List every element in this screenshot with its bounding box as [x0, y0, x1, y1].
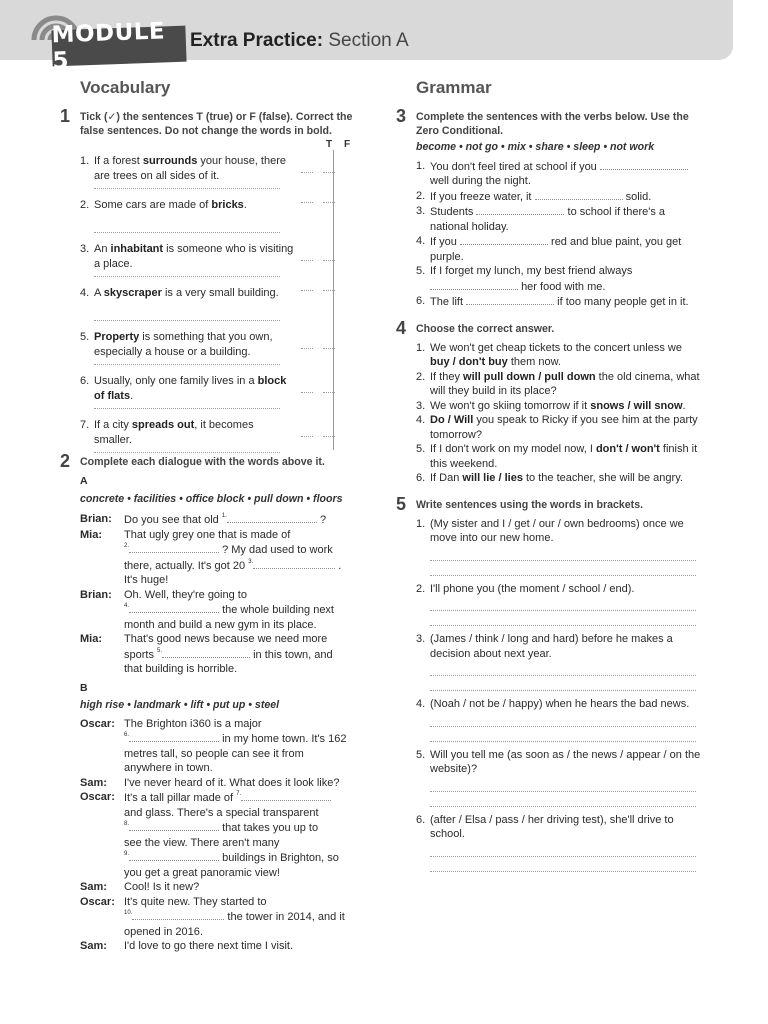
exercise-number: 5 — [396, 493, 407, 514]
speaker: Oscar: — [80, 717, 115, 730]
list-item: 3. We won't go skiing tomorrow if it snows / will snow. — [416, 399, 686, 412]
answer-blank[interactable] — [129, 542, 219, 553]
answer-blank[interactable] — [600, 159, 688, 170]
answer-blank[interactable] — [241, 790, 331, 801]
tf-item — [80, 198, 294, 242]
true-answer-box[interactable] — [301, 260, 313, 261]
speaker: Sam: — [80, 776, 107, 789]
tf-item — [80, 286, 294, 330]
answer-choice[interactable]: Do / Will — [430, 414, 474, 426]
exercise-1 — [60, 106, 370, 452]
speaker: Sam: — [80, 940, 107, 952]
item-number: 5. — [416, 748, 426, 761]
item-number: 3. — [80, 243, 90, 255]
instruction: Write sentences using the words in brackets. — [416, 498, 644, 511]
answer-blank[interactable] — [132, 909, 224, 920]
exercise-4-list — [416, 341, 702, 486]
page-title-section: Section A — [328, 30, 409, 51]
list-item: 5. If I don't work on my model now, I don't / won't finish it this weekend. — [416, 443, 698, 470]
true-answer-box[interactable] — [301, 290, 313, 291]
false-answer-box[interactable] — [323, 172, 335, 173]
exercise-number: 4 — [396, 317, 407, 338]
item-text: A skyscraper is a very small building. — [94, 287, 279, 299]
answer-choice[interactable]: snows / will snow — [590, 399, 683, 412]
speaker: Oscar: — [80, 791, 115, 803]
true-answer-box[interactable] — [301, 202, 313, 203]
false-answer-box[interactable] — [323, 290, 335, 291]
answer-line[interactable] — [430, 727, 696, 742]
exercise-5 — [396, 493, 702, 872]
dialogue-line: Mia: That's good news because we need more sports $^{5.}$ in this town, and that building is horrible. — [80, 633, 333, 675]
answer-blank[interactable] — [227, 512, 317, 523]
item-number: 5. — [416, 265, 426, 277]
vocabulary-column — [60, 78, 370, 954]
tf-item — [80, 242, 294, 286]
answer-choice[interactable]: will pull down / pull down — [463, 370, 596, 383]
instruction: Choose the correct answer. — [416, 322, 555, 335]
item-number: 4. — [416, 698, 426, 710]
list-item: 6. (after / Elsa / pass / her driving test), she'll drive to school. — [416, 813, 702, 872]
grammar-heading: Grammar — [416, 78, 492, 97]
page-title — [190, 30, 409, 52]
list-item: 5. Will you tell me (as soon as / the news / appear / on the website)? — [416, 748, 702, 807]
dialogue-line: Brian: Do you see that old $^{1.}$ ? — [80, 513, 327, 526]
answer-blank[interactable] — [476, 204, 564, 215]
exercise-number: 3 — [396, 106, 407, 126]
vocabulary-heading: Vocabulary — [80, 78, 171, 97]
false-answer-box[interactable] — [323, 202, 335, 203]
answer-choice[interactable]: will lie / lies — [462, 472, 523, 484]
list-item: 5. If I forget my lunch, my best friend always her food with me. — [416, 265, 633, 293]
item-text: An inhabitant is someone who is visiting a place. — [94, 243, 294, 270]
dialogue-label: A — [80, 475, 88, 487]
list-item: 4. If you red and blue paint, you get purple. — [416, 235, 682, 263]
exercise-5-list — [416, 517, 702, 872]
answer-line[interactable] — [430, 792, 696, 807]
exercise-3-list — [416, 159, 702, 310]
exercise-3 — [396, 106, 702, 310]
answer-line[interactable] — [430, 842, 696, 857]
exercise-number: 1 — [60, 106, 71, 126]
correction-line[interactable] — [94, 408, 280, 409]
item-number: 6. — [416, 295, 426, 307]
answer-blank[interactable] — [535, 189, 623, 200]
correction-line[interactable] — [94, 276, 280, 277]
tf-header — [320, 138, 360, 153]
dialogue-line: Oscar: It's a tall pillar made of $^{7.}$ and glass. There's a special transparent $^{8.}$ that takes you up to see the view. There aren't many $^{9.}$ buildings in Brighton, so you get a great panoramic view! — [80, 791, 339, 879]
answer-line[interactable] — [430, 596, 696, 611]
false-answer-box[interactable] — [323, 348, 335, 349]
item-text: If a city spreads out, it becomes smaller. — [94, 419, 254, 446]
exercise-4 — [396, 317, 702, 486]
instruction: Complete each dialogue with the words above it. — [80, 456, 325, 468]
speaker: Mia: — [80, 528, 102, 541]
instruction: Tick (✓) the sentences T (true) or F (false). Correct the — [80, 111, 353, 123]
list-item: 3. (James / think / long and hard) before he makes a decision about next year. — [416, 632, 702, 691]
answer-blank[interactable] — [430, 279, 518, 290]
item-number: 5. — [416, 443, 426, 455]
speaker: Brian: — [80, 513, 112, 525]
item-number: 2. — [80, 199, 90, 211]
word-box: become • not go • mix • share • sleep • not work — [416, 141, 655, 153]
speaker: Oscar: — [80, 895, 115, 908]
answer-line[interactable] — [430, 561, 696, 576]
dialogue-line: Sam: Cool! Is it new? — [80, 881, 200, 893]
tf-item — [80, 330, 294, 374]
answer-blank[interactable] — [162, 647, 250, 658]
item-number: 1. — [80, 155, 90, 167]
answer-blank[interactable] — [129, 820, 219, 831]
instruction: false sentences. Do not change the words in bold. — [80, 125, 332, 137]
true-label: T — [325, 139, 333, 150]
dialogue-line: Oscar: It's quite new. They started to $^{10.}$ the tower in 2014, and it opened in 2016. — [80, 895, 345, 938]
module-badge: MODULE 5 — [51, 26, 186, 67]
false-answer-box[interactable] — [323, 260, 335, 261]
list-item: 6. The lift if too many people get in it. — [416, 295, 689, 308]
item-number: 7. — [80, 419, 90, 431]
correction-line[interactable] — [94, 188, 280, 189]
correction-line[interactable] — [94, 320, 280, 321]
list-item: 6. If Dan will lie / lies to the teacher, she will be angry. — [416, 472, 683, 484]
item-number: 1. — [416, 159, 426, 172]
item-text: If a forest surrounds your house, there are trees on all sides of it. — [94, 155, 286, 182]
dialogue-label: B — [80, 681, 88, 694]
item-number: 2. — [416, 370, 426, 383]
dialogue-line: Brian: Oh. Well, they're going to $^{4.}$ the whole building next month and build a new gym in its place. — [80, 588, 334, 631]
list-item: 2. If they will pull down / pull down the old cinema, what will they build in its place? — [416, 370, 700, 397]
item-number: 3. — [416, 633, 426, 645]
item-text: Usually, only one family lives in a block of flats. — [94, 375, 287, 402]
answer-line[interactable] — [430, 676, 696, 691]
answer-blank[interactable] — [466, 294, 554, 305]
item-number: 4. — [416, 235, 426, 247]
word-box: concrete • facilities • office block • pull down • floors — [80, 492, 343, 505]
answer-blank[interactable] — [253, 558, 335, 569]
instruction: Zero Conditional. — [416, 125, 504, 137]
item-number: 1. — [416, 517, 426, 530]
speaker: Sam: — [80, 881, 107, 893]
dialogue-line: Mia: That ugly grey one that is made of $^{2.}$ ? My dad used to work there, actually. It's got 20 $^{3.}$ . It's huge! — [80, 528, 342, 586]
item-number: 3. — [416, 399, 426, 412]
true-answer-box[interactable] — [301, 392, 313, 393]
answer-blank[interactable] — [129, 731, 219, 742]
item-number: 5. — [80, 331, 90, 343]
answer-line[interactable] — [430, 611, 696, 626]
answer-line[interactable] — [430, 777, 696, 792]
item-number: 4. — [80, 287, 90, 299]
answer-line[interactable] — [430, 546, 696, 561]
exercise-2 — [60, 451, 370, 954]
true-answer-box[interactable] — [301, 172, 313, 173]
answer-line[interactable] — [430, 857, 696, 872]
answer-blank[interactable] — [129, 602, 219, 613]
list-item: 3. Students to school if there's a national holiday. — [416, 205, 666, 233]
item-number: 2. — [416, 189, 426, 202]
correction-line[interactable] — [94, 232, 280, 233]
tf-list — [80, 154, 370, 462]
item-text: Property is something that you own, especially a house or a building. — [94, 331, 273, 358]
list-item: 2. I'll phone you (the moment / school / end). — [416, 582, 702, 627]
false-label: F — [343, 139, 351, 150]
tf-divider — [333, 150, 334, 450]
exercise-number: 2 — [60, 451, 71, 471]
dialogue-line: Sam: I'd love to go there next time I visit. — [80, 940, 294, 952]
grammar-column — [396, 78, 702, 878]
item-number: 6. — [416, 813, 426, 826]
list-item: 4. (Noah / not be / happy) when he hears the bad news. — [416, 697, 702, 742]
answer-choice[interactable]: don't / won't — [595, 443, 660, 455]
item-text: Some cars are made of bricks. — [94, 199, 247, 211]
list-item: 2. If you freeze water, it solid. — [416, 189, 652, 203]
false-answer-box[interactable] — [323, 436, 335, 437]
answer-line[interactable] — [430, 661, 696, 676]
answer-line[interactable] — [430, 712, 696, 727]
true-answer-box[interactable] — [301, 348, 313, 349]
answer-choice[interactable]: buy / don't buy — [430, 356, 508, 368]
list-item: 1. You don't feel tired at school if you well during the night. — [416, 159, 702, 189]
answer-blank[interactable] — [129, 850, 219, 861]
instruction: Complete the sentences with the verbs below. Use the — [416, 111, 689, 123]
speaker: Brian: — [80, 588, 112, 601]
speaker: Mia: — [80, 633, 102, 645]
word-box: high rise • landmark • lift • put up • steel — [80, 699, 280, 711]
answer-blank[interactable] — [460, 234, 548, 245]
item-number: 2. — [416, 582, 426, 595]
item-number: 6. — [416, 472, 426, 484]
false-answer-box[interactable] — [323, 392, 335, 393]
true-answer-box[interactable] — [301, 436, 313, 437]
item-number: 1. — [416, 341, 426, 354]
item-number: 3. — [416, 205, 426, 217]
list-item: 1. (My sister and I / get / our / own bedrooms) once we move into our new home. — [416, 517, 702, 576]
item-number: 4. — [416, 414, 426, 426]
correction-line[interactable] — [94, 364, 280, 365]
tf-item — [80, 374, 294, 418]
correction-line[interactable] — [94, 452, 280, 453]
item-number: 6. — [80, 375, 90, 387]
dialogue-line: Oscar: The Brighton i360 is a major $^{6.}$ in my home town. It's 162 metres tall, so people can see it from anywhere in town. — [80, 717, 347, 774]
list-item: 4. Do / Will you speak to Ricky if you see him at the party tomorrow? — [416, 414, 698, 441]
tf-item — [80, 154, 294, 198]
page-title-main: Extra Practice: — [190, 30, 324, 51]
list-item: 1. We won't get cheap tickets to the concert unless we buy / don't buy them now. — [416, 341, 682, 368]
dialogue-line: Sam: I've never heard of it. What does it look like? — [80, 776, 340, 789]
